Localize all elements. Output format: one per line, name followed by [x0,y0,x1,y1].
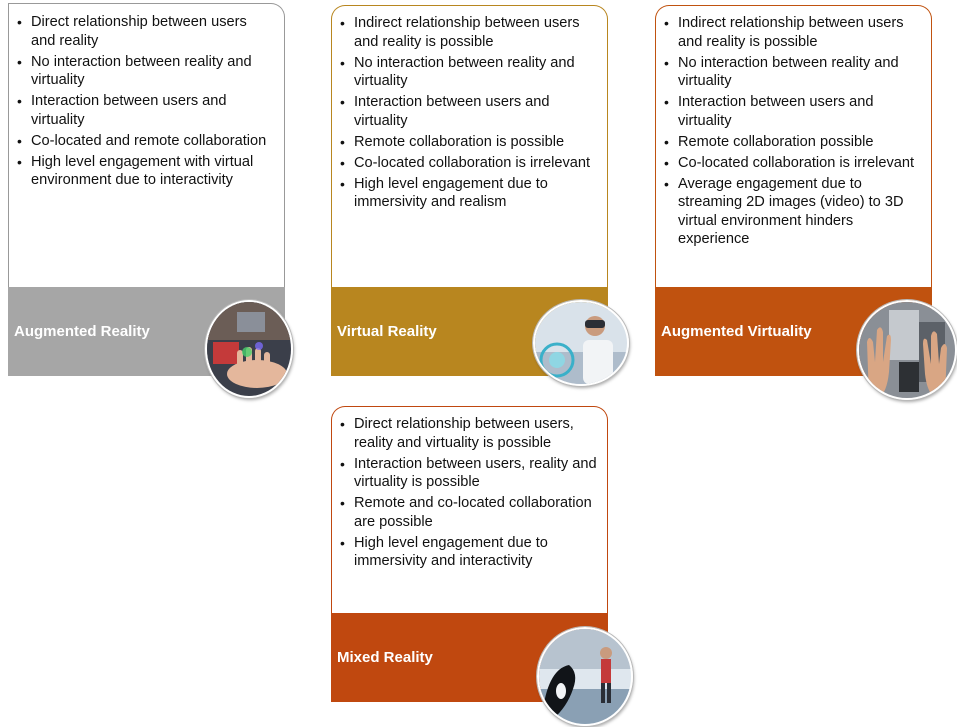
vr-photo [533,300,629,386]
ar-bullet: • Co-located and remote collaboration [31,132,274,151]
ar-photo [205,300,293,398]
mr-title: Mixed Reality [337,649,433,666]
av-bullet: • Average engagement due to streaming 2D images (video) to 3D virtual environment hinders experience [678,175,921,249]
av-photo [857,300,957,400]
av-bullet-list [656,6,931,249]
vr-bullet: • Co-located collaboration is irrelevant [354,154,597,173]
av-bullet: • Co-located collaboration is irrelevant [678,154,921,173]
mr-bullet-list [332,407,607,571]
vr-title: Virtual Reality [337,323,437,340]
ar-bullet: • No interaction between reality and virtuality [31,53,274,90]
ar-bullet: • Direct relationship between users and reality [31,13,274,50]
av-bullet: • No interaction between reality and virtuality [678,54,921,91]
ar-card [8,3,285,287]
vr-bullet-list [332,6,607,212]
mr-bullet: • Interaction between users, reality and virtuality is possible [354,455,597,492]
vr-bullet: • High level engagement due to immersivity and realism [354,175,597,212]
vr-bullet: • No interaction between reality and virtuality [354,54,597,91]
ar-bullet: • High level engagement with virtual environment due to interactivity [31,153,274,190]
vr-bullet: • Indirect relationship between users and reality is possible [354,14,597,51]
mr-bullet: • Direct relationship between users, reality and virtuality is possible [354,415,597,452]
av-bullet: • Indirect relationship between users and reality is possible [678,14,921,51]
av-bullet: • Remote collaboration possible [678,133,921,152]
mr-card [331,406,608,613]
mr-bullet: • Remote and co-located collaboration are possible [354,494,597,531]
ar-bullet-list [9,4,284,190]
ar-title: Augmented Reality [14,323,150,340]
vr-bullet: • Remote collaboration is possible [354,133,597,152]
mr-photo [537,627,633,726]
av-card [655,5,932,287]
ar-bullet: • Interaction between users and virtuality [31,92,274,129]
vr-bullet: • Interaction between users and virtuality [354,93,597,130]
vr-card [331,5,608,287]
mr-bullet: • High level engagement due to immersivity and interactivity [354,534,597,571]
av-title: Augmented Virtuality [661,323,812,340]
av-bullet: • Interaction between users and virtuality [678,93,921,130]
